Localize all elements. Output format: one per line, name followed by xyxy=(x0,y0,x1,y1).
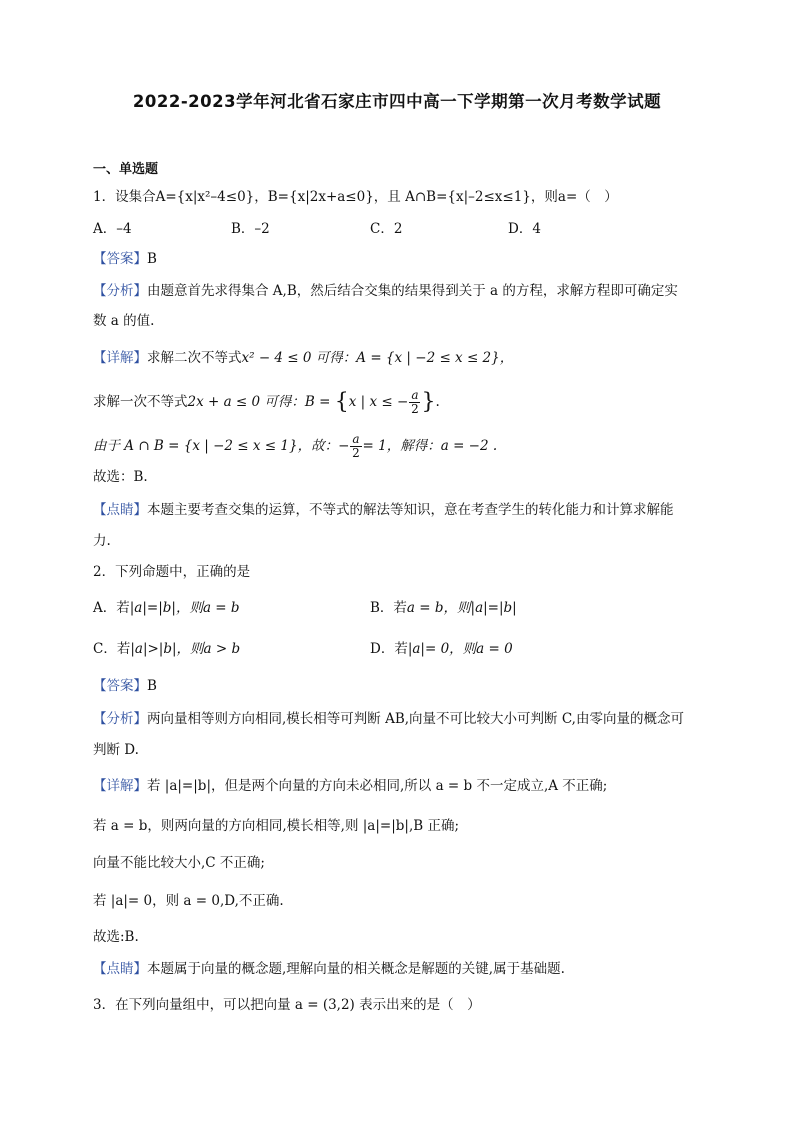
q1-option-a: A．–4 xyxy=(93,221,132,237)
q1-analysis-cont: 数 a 的值. xyxy=(93,313,155,329)
q2-option-a: A．若|a|=|b|，则a = b xyxy=(93,600,240,616)
q1-analysis: 【分析】由题意首先求得集合 A,B，然后结合交集的结果得到关于 a 的方程，求解方程即可确定实 xyxy=(93,283,678,299)
q2-analysis: 【分析】两向量相等则方向相同,模长相等可判断 AB,向量不可比较大小可判断 C,由零向量的概念可 xyxy=(93,711,684,727)
q2-detail-2: 若 a = b，则两向量的方向相同,模长相等,则 |a|=|b|,B 正确; xyxy=(93,818,459,834)
q2-conclusion: 故选:B. xyxy=(93,929,139,945)
q1-answer: 【答案】B xyxy=(93,251,157,267)
q1-comment-cont: 力. xyxy=(93,533,111,549)
q2-option-c: C．若|a|>|b|，则a > b xyxy=(93,641,241,657)
q2-detail-3: 向量不能比较大小,C 不正确; xyxy=(93,855,265,871)
q2-stem: 2．下列命题中，正确的是 xyxy=(93,564,251,580)
q1-detail-3: 由于 A ∩ B = {x | −2 ≤ x ≤ 1}，故：− $\frac{a}{2}$ = 1，解得：a = −2 . xyxy=(93,432,498,460)
q2-analysis-cont: 判断 D. xyxy=(93,742,139,758)
q1-option-c: C．2 xyxy=(370,221,403,237)
fraction: $\frac{a}{2}$ xyxy=(352,432,360,460)
q1-conclusion: 故选：B. xyxy=(93,469,148,485)
q1-comment: 【点睛】本题主要考查交集的运算，不等式的解法等知识，意在考查学生的转化能力和计算求解能 xyxy=(93,502,674,518)
q1-detail-2: 求解一次不等式2x + a ≤ 0 可得：B = {x | x ≤ − $\frac{a}{2}$ }. xyxy=(93,388,440,416)
q2-option-b: B．若a = b，则|a|=|b| xyxy=(370,600,517,616)
q3-stem: 3．在下列向量组中，可以把向量 a = (3,2) 表示出来的是（ ） xyxy=(93,997,481,1013)
document-title: 2022-2023学年河北省石家庄市四中高一下学期第一次月考数学试题 xyxy=(132,92,662,111)
section-heading: 一、单选题 xyxy=(93,162,159,177)
q2-option-d: D．若|a|= 0，则a = 0 xyxy=(370,641,513,657)
q2-detail-4: 若 |a|= 0，则 a = 0,D,不正确. xyxy=(93,893,284,909)
fraction: $\frac{a}{2}$ xyxy=(411,388,419,416)
q2-comment: 【点睛】本题属于向量的概念题,理解向量的相关概念是解题的关键,属于基础题. xyxy=(93,961,565,977)
q1-option-b: B．–2 xyxy=(231,221,270,237)
q2-detail-1: 【详解】若 |a|=|b|，但是两个向量的方向未必相同,所以 a = b 不一定成立,A 不正确; xyxy=(93,778,608,794)
q1-stem: 1．设集合A={x|x²–4≤0}，B={x|2x+a≤0}，且 A∩B={x|–2≤x≤1}，则a=（ ） xyxy=(93,189,618,205)
q1-detail-1: 【详解】求解二次不等式x² − 4 ≤ 0 可得：A = {x | −2 ≤ x ≤ 2}， xyxy=(93,350,514,366)
q1-option-d: D．4 xyxy=(508,221,541,237)
q2-answer: 【答案】B xyxy=(93,678,157,694)
